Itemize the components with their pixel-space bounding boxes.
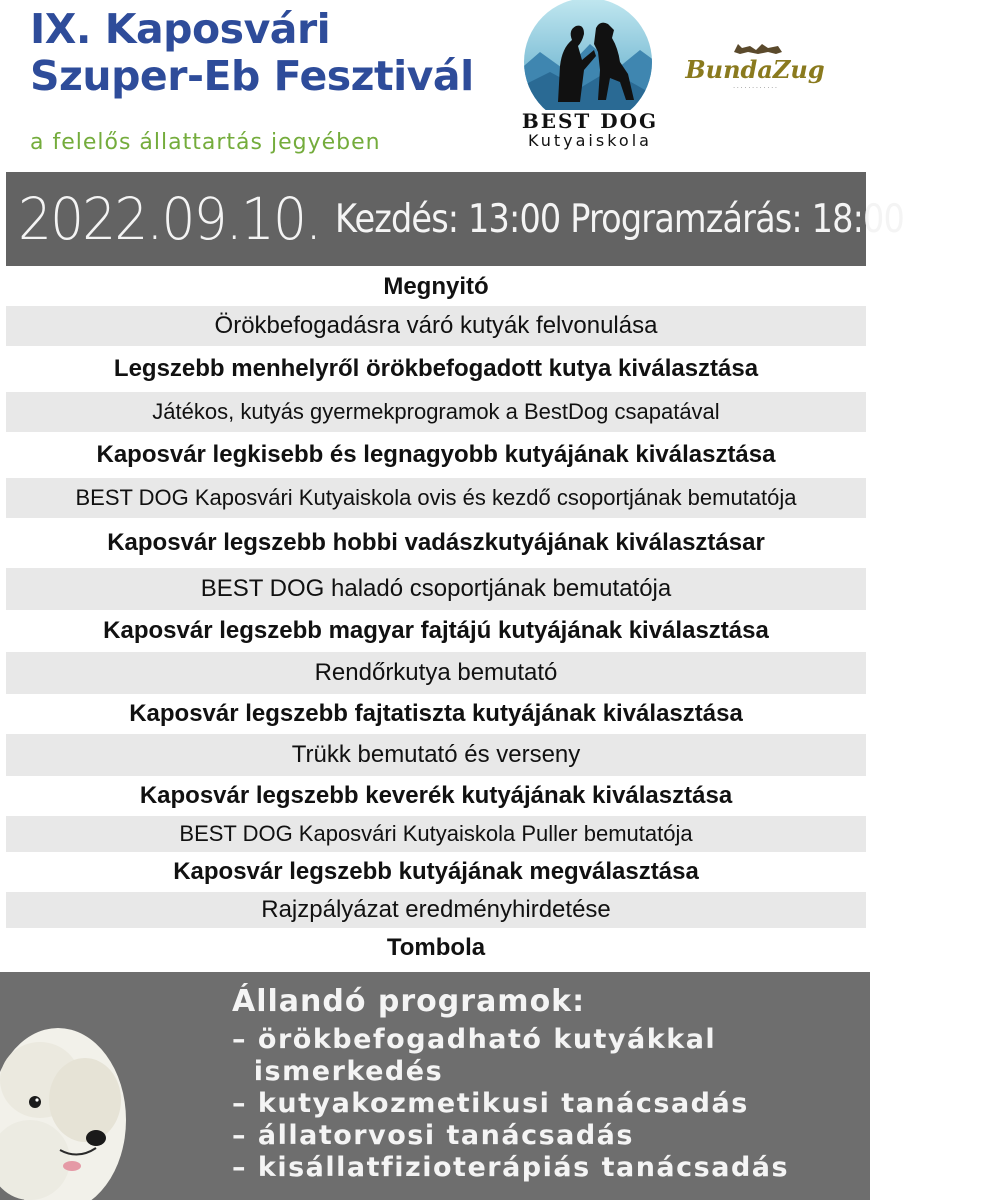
permanent-program-item: ismerkedés	[232, 1056, 444, 1087]
white-dog-photo	[0, 1010, 125, 1200]
permanent-program-item: – állatorvosi tanácsadás	[232, 1120, 634, 1151]
festival-title	[30, 6, 474, 100]
schedule-item: Kaposvár legszebb magyar fajtájú kutyájának kiválasztása	[103, 617, 769, 644]
schedule-item: Játékos, kutyás gyermekprogramok a BestDog csapatával	[6, 392, 866, 432]
permanent-programs-title: Állandó programok:	[232, 984, 586, 1019]
event-times: Kezdés: 13:00 Programzárás: 18:00	[334, 196, 904, 242]
schedule-item: Örökbefogadásra váró kutyák felvonulása	[6, 306, 866, 346]
best-dog-logo	[510, 0, 670, 165]
schedule-item: Legszebb menhelyről örökbefogadott kutya kiválasztása	[113, 355, 759, 382]
permanent-programs-list	[232, 1024, 789, 1184]
festival-subtitle: a felelős állattartás jegyében	[30, 130, 381, 155]
event-date: 2022.09.10.	[18, 185, 321, 253]
best-dog-logo-name: BEST DOG	[521, 109, 659, 133]
program-schedule	[6, 268, 866, 968]
schedule-item: Kaposvár legkisebb és legnagyobb kutyájának kiválasztása	[96, 441, 776, 468]
best-dog-emblem-icon	[510, 0, 670, 110]
schedule-item: Trükk bemutató és verseny	[6, 734, 866, 776]
title-line-1: IX. Kaposvári	[30, 5, 331, 53]
schedule-item: Rendőrkutya bemutató	[6, 652, 866, 694]
schedule-item: Megnyitó	[383, 273, 489, 300]
schedule-item: Kaposvár legszebb kutyájának megválasztása	[173, 858, 699, 885]
poster-header	[0, 0, 870, 170]
permanent-programs-panel	[0, 972, 870, 1200]
permanent-program-item: – örökbefogadható kutyákkal	[232, 1024, 717, 1055]
permanent-program-item: – kisállatfizioterápiás tanácsadás	[232, 1152, 790, 1183]
schedule-item: BEST DOG Kaposvári Kutyaiskola Puller bemutatója	[6, 816, 866, 852]
title-line-2: Szuper-Eb Fesztivál	[30, 52, 474, 100]
bundazug-logo-icon	[685, 32, 825, 102]
schedule-item: Kaposvár legszebb keverék kutyájának kiválasztása	[139, 782, 733, 809]
bundazug-logo	[685, 32, 825, 102]
schedule-item: BEST DOG Kaposvári Kutyaiskola ovis és kezdő csoportjának bemutatója	[6, 478, 866, 518]
permanent-program-item: – kutyakozmetikusi tanácsadás	[232, 1088, 749, 1119]
schedule-item: Kaposvár legszebb hobbi vadászkutyájának kiválasztásar	[107, 529, 765, 556]
schedule-item: Rajzpályázat eredményhirdetése	[6, 892, 866, 928]
schedule-item: Kaposvár legszebb fajtatiszta kutyájának kiválasztása	[129, 700, 743, 727]
svg-text:BundaZug: BundaZug	[685, 55, 825, 84]
schedule-item: BEST DOG haladó csoportjának bemutatója	[6, 568, 866, 610]
svg-text:· · · · · · · · · · · ·: · · · · · · · · · · · ·	[733, 85, 777, 92]
best-dog-logo-sub: Kutyaiskola	[528, 131, 652, 150]
schedule-item: Tombola	[386, 934, 486, 961]
date-time-bar	[6, 172, 904, 266]
